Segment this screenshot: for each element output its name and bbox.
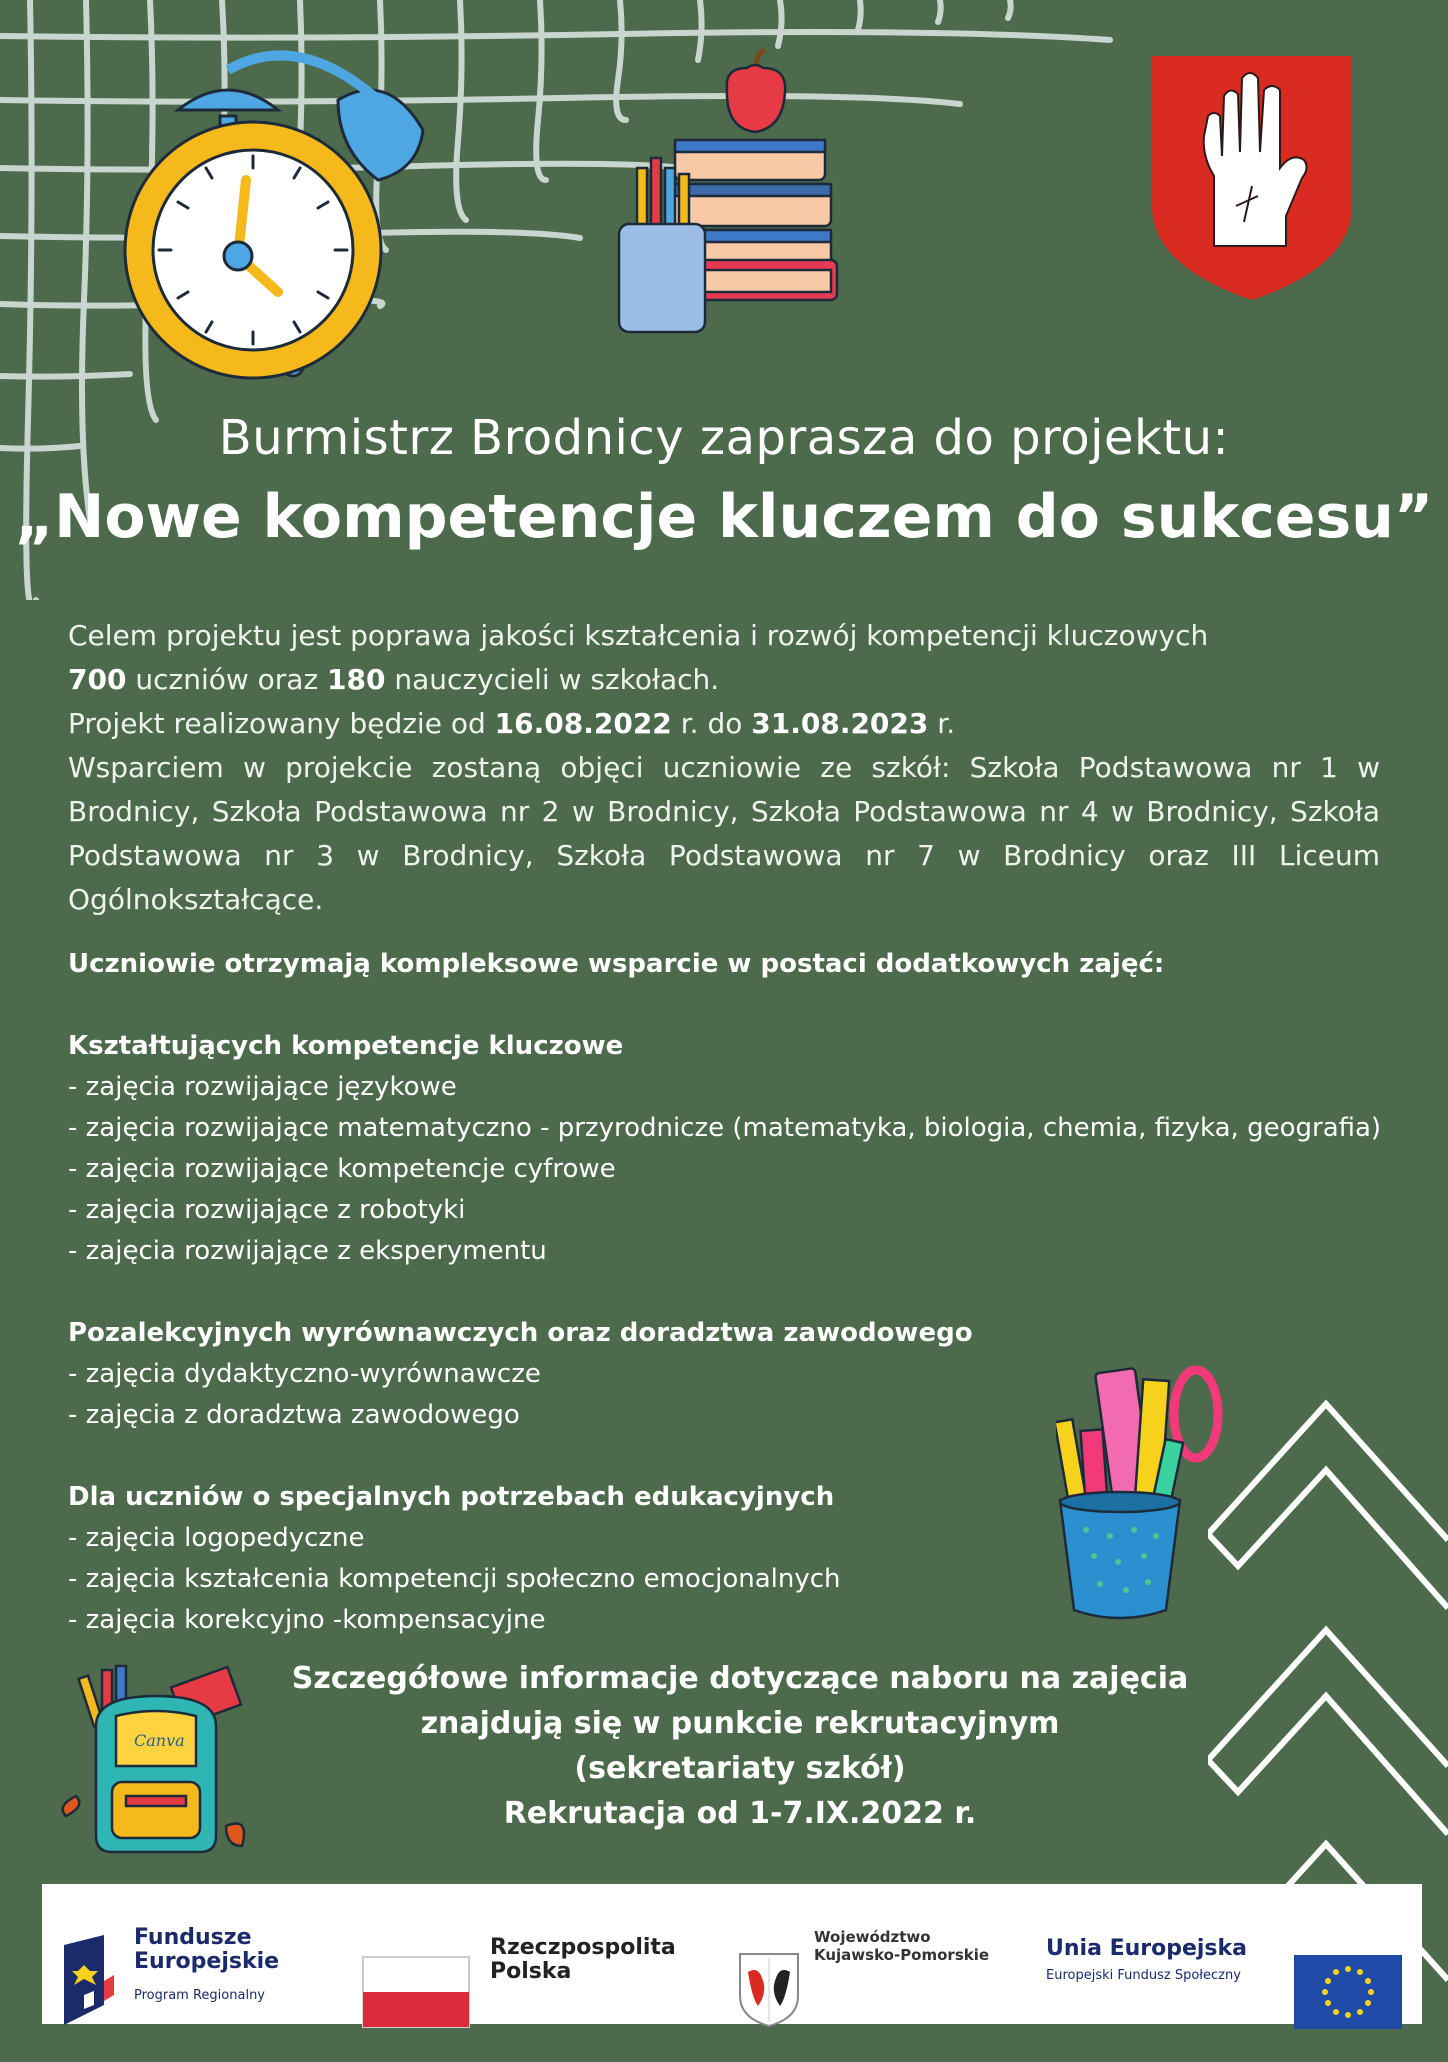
students-count: 700 bbox=[68, 663, 127, 696]
period-mid: r. do bbox=[671, 707, 752, 740]
project-title: „Nowe kompetencje kluczem do sukcesu” bbox=[14, 482, 1434, 552]
date-to: 31.08.2023 bbox=[751, 707, 929, 740]
list-item: - zajęcia korekcyjno -kompensacyjne bbox=[68, 1605, 546, 1635]
group-title: Kształtujących kompetencje kluczowe bbox=[68, 1031, 624, 1061]
alarm-clock-icon bbox=[118, 40, 448, 410]
support-lead: Uczniowie otrzymają kompleksowe wsparcie w postaci dodatkowych zajęć: bbox=[68, 949, 1165, 979]
period-suffix: r. bbox=[928, 707, 956, 740]
wkp-line: Kujawsko-Pomorskie bbox=[814, 1946, 990, 1964]
list-item: - zajęcia rozwijające z robotyki bbox=[68, 1195, 466, 1225]
backpack-icon bbox=[56, 1656, 252, 1856]
list-item: - zajęcia logopedyczne bbox=[68, 1523, 365, 1553]
list-item: - zajęcia z doradztwa zawodowego bbox=[68, 1400, 520, 1430]
efs-label: Europejski Fundusz Społeczny bbox=[1046, 1968, 1241, 1983]
list-item: - zajęcia rozwijające z eksperymentu bbox=[68, 1236, 547, 1266]
list-item: - zajęcia dydaktyczno-wyrównawcze bbox=[68, 1359, 541, 1389]
wkp-line: Województwo bbox=[814, 1928, 931, 1946]
project-description bbox=[68, 614, 1380, 922]
intro-schools: Wsparciem w projekcie zostaną objęci uczniowie ze szkół: Szkoła Podstawowa nr 1 w Brodnicy, Szkoła Podstawowa nr 2 w Brodnicy, Szkoła Podstawowa nr 4 w Brodnicy, Szkoła Podstawowa nr 3 w Brodnicy, Szkoła Podstawowa nr 7 w Brodnicy oraz III Liceum Ogólnokształcące. bbox=[68, 751, 1380, 916]
closing-line: (sekretariaty szkół) bbox=[574, 1751, 906, 1786]
intro-line-goal: Celem projektu jest poprawa jakości kształcenia i rozwój kompetencji kluczowych bbox=[68, 619, 1209, 652]
closing-line: znajdują się w punkcie rekrutacyjnym bbox=[420, 1706, 1060, 1741]
group-title: Dla uczniów o specjalnych potrzebach edukacyjnych bbox=[68, 1482, 835, 1512]
teachers-count: 180 bbox=[327, 663, 386, 696]
recruitment-info bbox=[290, 1656, 1190, 1836]
rp-line: Polska bbox=[490, 1959, 572, 1984]
fundusze-europejskie-label bbox=[134, 1926, 279, 1974]
teachers-text: nauczycieli w szkołach. bbox=[385, 663, 720, 696]
fe-line: Europejskie bbox=[134, 1949, 280, 1974]
kujawsko-pomorskie-crest-icon bbox=[738, 1920, 800, 2060]
backpack-brand-text: Canva bbox=[134, 1731, 185, 1750]
books-apple-icon bbox=[615, 48, 845, 338]
intro-line-period bbox=[68, 702, 1380, 746]
city-shield-hand-icon bbox=[1152, 56, 1352, 300]
page-title-invitation: Burmistrz Brodnicy zaprasza do projektu: bbox=[218, 410, 1230, 466]
rp-line: Rzeczpospolita bbox=[490, 1935, 676, 1960]
stationery-cup-icon bbox=[1056, 1360, 1226, 1620]
list-item: - zajęcia kształcenia kompetencji społeczno emocjonalnych bbox=[68, 1564, 841, 1594]
list-item: - zajęcia rozwijające matematyczno - przyrodnicze (matematyka, biologia, chemia, fizyka, geografia) bbox=[68, 1113, 1382, 1143]
period-prefix: Projekt realizowany będzie od bbox=[68, 707, 495, 740]
support-group-key-competences bbox=[68, 1026, 1398, 1272]
closing-line: Szczegółowe informacje dotyczące naboru na zajęcia bbox=[291, 1661, 1189, 1696]
rzeczpospolita-polska-label bbox=[490, 1936, 676, 1984]
fundusze-europejskie-logo-icon bbox=[64, 1910, 114, 2050]
group-title: Pozalekcyjnych wyrównawczych oraz doradztwa zawodowego bbox=[68, 1318, 973, 1348]
recruitment-dates: Rekrutacja od 1-7.IX.2022 r. bbox=[503, 1796, 977, 1831]
eu-funding-footer bbox=[42, 1884, 1422, 2024]
students-text: uczniów oraz bbox=[126, 663, 328, 696]
program-regionalny-label: Program Regionalny bbox=[134, 1988, 265, 2003]
wojewodztwo-label bbox=[814, 1928, 989, 1964]
list-item: - zajęcia rozwijające kompetencje cyfrowe bbox=[68, 1154, 616, 1184]
polish-flag-icon bbox=[362, 1922, 470, 2062]
date-from: 16.08.2022 bbox=[494, 707, 672, 740]
list-item: - zajęcia rozwijające językowe bbox=[68, 1072, 457, 1102]
unia-europejska-label: Unia Europejska bbox=[1046, 1936, 1248, 1961]
intro-line-counts bbox=[68, 658, 1380, 702]
fe-line: Fundusze bbox=[134, 1925, 252, 1950]
eu-flag-icon bbox=[1294, 1922, 1402, 2062]
